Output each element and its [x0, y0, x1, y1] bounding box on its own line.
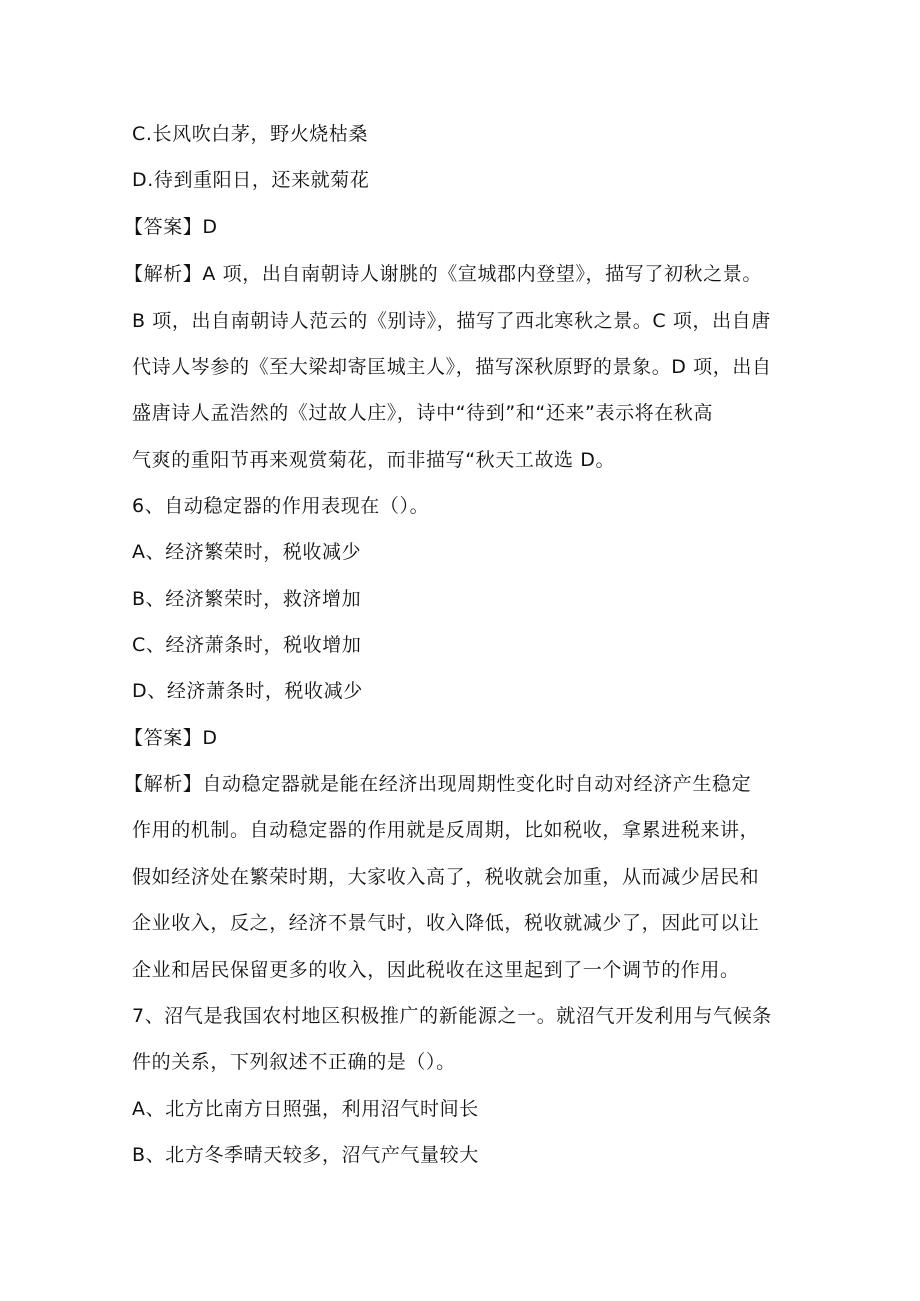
analysis-q6-line-5: 企业和居民保留更多的收入，因此税收在这里起到了一个调节的作用。: [132, 959, 740, 981]
analysis-q5-line-1: 【解析】A 项，出自南朝诗人谢朓的《宣城郡内登望》，描写了初秋之景。: [124, 263, 762, 285]
analysis-q5-line-5: 气爽的重阳节再来观赏菊花，而非描写“秋天工故选 D。: [132, 449, 616, 471]
answer-label-q6: 【答案】D: [124, 727, 218, 749]
option-d-prev: D.待到重阳日，还来就菊花: [132, 169, 370, 191]
q6-option-b: B、经济繁荣时，救济增加: [132, 588, 362, 610]
question-6: 6、自动稳定器的作用表现在（）。: [132, 495, 430, 517]
analysis-q6-line-3: 假如经济处在繁荣时期，大家收入高了，税收就会加重，从而减少居民和: [132, 866, 760, 888]
option-c-prev: C.长风吹白茅，野火烧枯桑: [132, 123, 369, 145]
q6-option-d: D、经济萧条时，税收减少: [132, 680, 363, 702]
analysis-q6-line-2: 作用的机制。自动稳定器的作用就是反周期，比如税收，拿累进税来讲，: [132, 819, 760, 841]
analysis-q5-line-2: B 项，出自南朝诗人范云的《别诗》，描写了西北寒秋之景。C 项，出自唐: [132, 310, 771, 332]
answer-label-q5: 【答案】D: [124, 216, 218, 238]
analysis-q6-line-4: 企业收入，反之，经济不景气时，收入降低，税收就减少了，因此可以让: [132, 912, 760, 934]
q6-option-a: A、经济繁荣时，税收减少: [132, 541, 362, 563]
analysis-q5-line-4: 盛唐诗人孟浩然的《过故人庄》，诗中“待到”和“还来”表示将在秋高: [132, 402, 714, 424]
q6-option-c: C、经济萧条时，税收增加: [132, 634, 362, 656]
analysis-q5-line-3: 代诗人岑参的《至大梁却寄匡城主人》，描写深秋原野的景象。D 项，出自: [132, 356, 772, 378]
q7-option-a: A、北方比南方日照强，利用沼气时间长: [132, 1098, 479, 1120]
question-7-line-2: 件的关系，下列叙述不正确的是（）。: [132, 1051, 456, 1073]
analysis-q6-line-1: 【解析】自动稳定器就是能在经济出现周期性变化时自动对经济产生稳定: [124, 773, 752, 795]
question-7-line-1: 7、沼气是我国农村地区积极推广的新能源之一。就沼气开发利用与气候条: [132, 1005, 772, 1027]
q7-option-b: B、北方冬季晴天较多，沼气产气量较大: [132, 1144, 479, 1166]
